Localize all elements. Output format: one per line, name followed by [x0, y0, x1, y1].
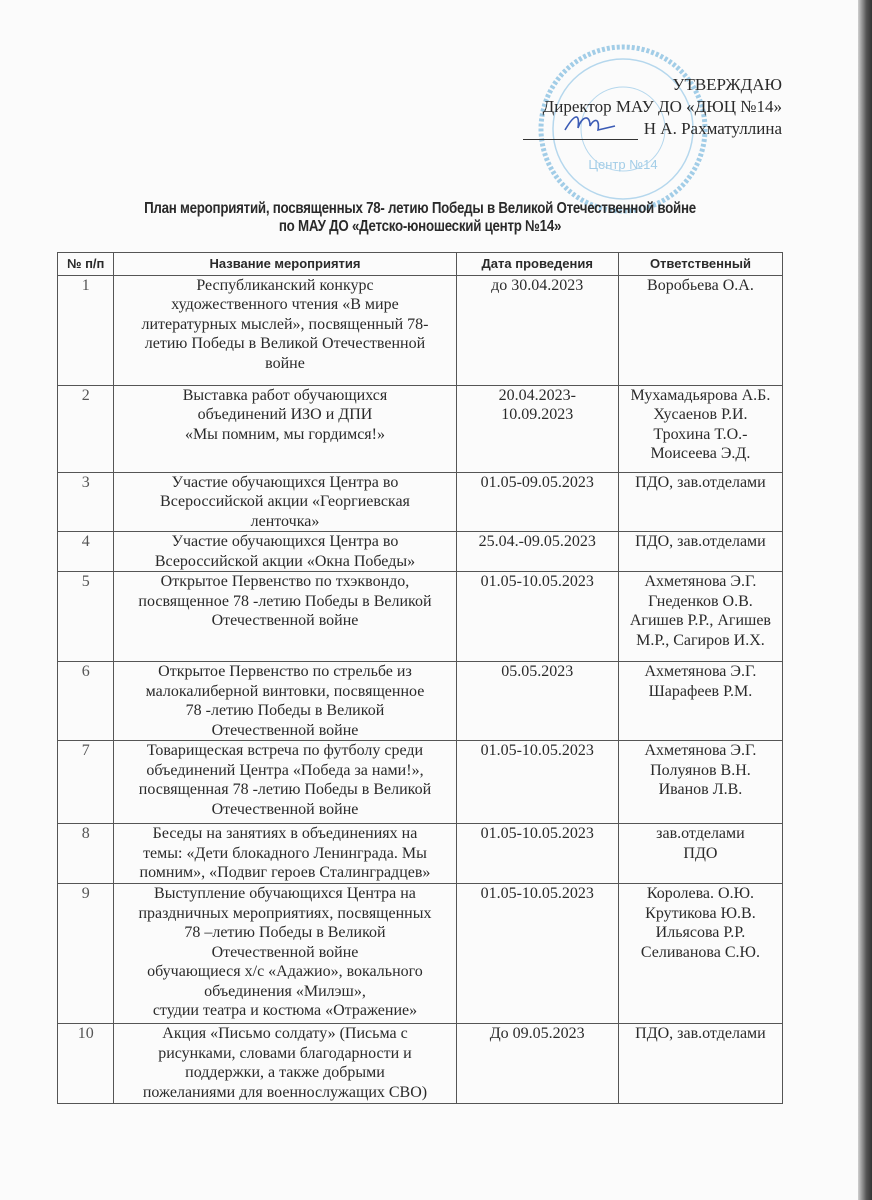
- event-name: Беседы на занятиях в объединениях на темы: «Дети блокадного Ленинграда. Мы помним», «Подвиг героев Сталинградцев»: [114, 824, 456, 884]
- event-responsible: ПДО, зав.отделами: [618, 472, 782, 532]
- event-responsible: Воробьева О.А.: [618, 275, 782, 385]
- table-row: [58, 472, 783, 532]
- header-number: № п/п: [58, 253, 114, 276]
- row-number: 9: [58, 884, 114, 1024]
- header-date: Дата проведения: [456, 253, 618, 276]
- event-responsible: зав.отделами ПДО: [618, 824, 782, 884]
- event-date: 05.05.2023: [456, 662, 618, 741]
- stamp-text: Центр №14: [588, 157, 658, 172]
- event-name: Республиканский конкурс художественного чтения «В мире литературных мыслей», посвященный 78- летию Победы в Великой Отечественной войне: [114, 275, 456, 385]
- table-row: [58, 532, 783, 572]
- row-number: 8: [58, 824, 114, 884]
- event-name: Выступление обучающихся Центра на праздничных мероприятиях, посвященных 78 –летию Победы в Великой Отечественной войне обучающиеся х/с «Адажио», вокального объединения «Милэш», студии театра и костюма «Отражение»: [114, 884, 456, 1024]
- table-row: [58, 1024, 783, 1104]
- row-number: 1: [58, 275, 114, 385]
- event-name: Открытое Первенство по тхэквондо, посвященное 78 -летию Победы в Великой Отечественной войне: [114, 572, 456, 662]
- row-number: 10: [58, 1024, 114, 1104]
- event-date: 01.05-09.05.2023: [456, 472, 618, 532]
- row-number: 4: [58, 532, 114, 572]
- event-date: 01.05-10.05.2023: [456, 824, 618, 884]
- row-number: 5: [58, 572, 114, 662]
- event-responsible: ПДО, зав.отделами: [618, 1024, 782, 1104]
- event-name: Участие обучающихся Центра во Всероссийской акции «Окна Победы»: [114, 532, 456, 572]
- event-responsible: Мухамадьярова А.Б. Хусаенов Р.И. Трохина Т.О.- Моисеева Э.Д.: [618, 385, 782, 472]
- event-name: Открытое Первенство по стрельбе из малокалиберной винтовки, посвященное 78 -летию Победы в Великой Отечественной войне: [114, 662, 456, 741]
- table-row: [58, 275, 783, 385]
- table-header-row: [58, 253, 783, 276]
- event-date: до 30.04.2023: [456, 275, 618, 385]
- row-number: 3: [58, 472, 114, 532]
- row-number: 6: [58, 662, 114, 741]
- events-table: [57, 252, 783, 1104]
- event-responsible: Ахметянова Э.Г. Гнеденков О.В. Агишев Р.Р., Агишев М.Р., Сагиров И.Х.: [618, 572, 782, 662]
- event-name: Выставка работ обучающихся объединений ИЗО и ДПИ «Мы помним, мы гордимся!»: [114, 385, 456, 472]
- event-date: 01.05-10.05.2023: [456, 884, 618, 1024]
- document-title: [110, 200, 729, 236]
- row-number: 2: [58, 385, 114, 472]
- event-date: 01.05-10.05.2023: [456, 741, 618, 824]
- event-date: 01.05-10.05.2023: [456, 572, 618, 662]
- table-row: [58, 741, 783, 824]
- header-event-name: Название мероприятия: [114, 253, 456, 276]
- table-row: [58, 662, 783, 741]
- event-responsible: ПДО, зав.отделами: [618, 532, 782, 572]
- event-name: Товарищеская встреча по футболу среди объединений Центра «Победа за нами!», посвященная 78 -летию Победы в Великой Отечественной войне: [114, 741, 456, 824]
- event-name: Акция «Письмо солдату» (Письма с рисунками, словами благодарности и поддержки, а также добрыми пожеланиями для военнослужащих СВО): [114, 1024, 456, 1104]
- approval-block: [480, 74, 782, 140]
- title-line-1: План мероприятий, посвященных 78- летию Победы в Великой Отечественной войне: [144, 200, 696, 217]
- approval-name: Н А. Рахматуллина: [643, 119, 782, 138]
- approval-heading: УТВЕРЖДАЮ: [672, 75, 782, 94]
- table-row: [58, 385, 783, 472]
- table-row: [58, 572, 783, 662]
- table-row: [58, 884, 783, 1024]
- header-responsible: Ответственный: [618, 253, 782, 276]
- event-name: Участие обучающихся Центра во Всероссийской акции «Георгиевская ленточка»: [114, 472, 456, 532]
- approval-position: Директор МАУ ДО «ДЮЦ №14»: [542, 97, 782, 116]
- event-date: 25.04.-09.05.2023: [456, 532, 618, 572]
- event-date: 20.04.2023- 10.09.2023: [456, 385, 618, 472]
- event-responsible: Королева. О.Ю. Крутикова Ю.В. Ильясова Р.Р. Селиванова С.Ю.: [618, 884, 782, 1024]
- table-row: [58, 824, 783, 884]
- signature-line: [523, 125, 638, 140]
- scan-edge-shadow: [858, 0, 872, 1200]
- title-line-2: по МАУ ДО «Детско-юношеский центр №14»: [278, 218, 562, 235]
- event-responsible: Ахметянова Э.Г. Полуянов В.Н. Иванов Л.В.: [618, 741, 782, 824]
- event-responsible: Ахметянова Э.Г. Шарафеев Р.М.: [618, 662, 782, 741]
- event-date: До 09.05.2023: [456, 1024, 618, 1104]
- row-number: 7: [58, 741, 114, 824]
